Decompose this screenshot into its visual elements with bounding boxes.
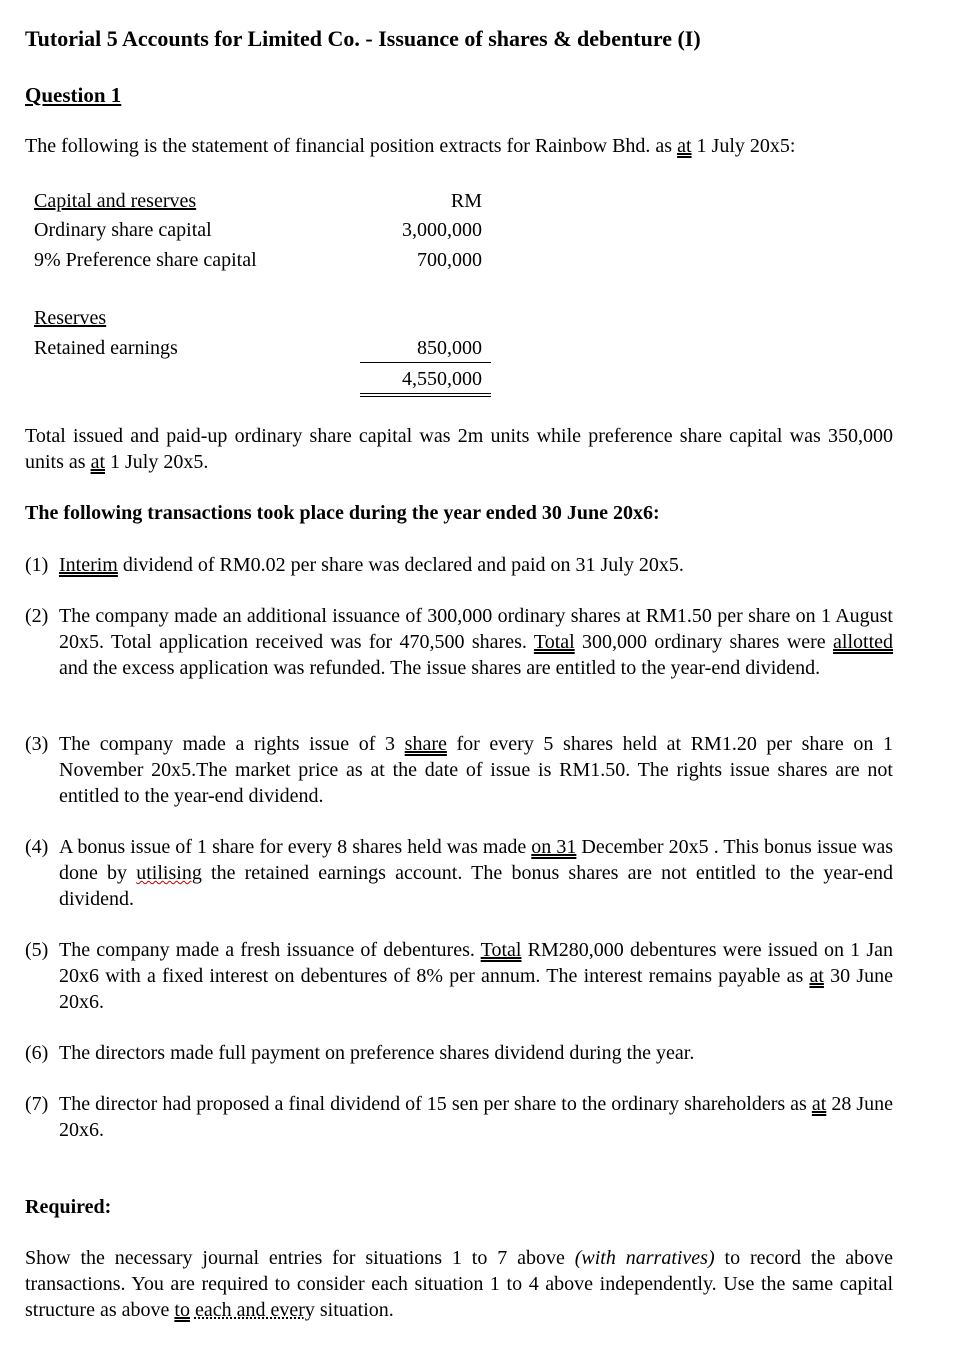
item-number: (5) (25, 939, 49, 961)
transaction-item-5 (25, 937, 893, 1015)
intro-paragraph: The following is the statement of financial position extracts for Rainbow Bhd. as at 1 July 20x5: (25, 135, 796, 157)
total-double-rule-top (360, 393, 491, 394)
item-text: The company made a rights issue of 3 share for every 5 shares held at RM1.20 per share on 1 November 20x5.The market price as at the date of issue is RM1.50. The rights issue shares are not entitled to the year-end dividend. (59, 733, 893, 807)
required-heading: Required: (25, 1196, 112, 1218)
item-text: The company made a fresh issuance of debentures. Total RM280,000 debentures were issued on 1 Jan 20x6 with a fixed interest on debentures of 8% per annum. The interest remains payable as at 30 June 20x6. (59, 939, 893, 1013)
item-number: (2) (25, 605, 49, 627)
preference-share-value: 700,000 (417, 249, 482, 271)
units-paragraph: Total issued and paid-up ordinary share capital was 2m units while preference share capital was 350,000 units as at 1 July 20x5. (25, 425, 893, 473)
item-text: Interim dividend of RM0.02 per share was declared and paid on 31 July 20x5. (59, 554, 684, 576)
retained-earnings-value: 850,000 (417, 337, 482, 359)
item-text: A bonus issue of 1 share for every 8 shares held was made on 31 December 20x5 . This bonus issue was done by utilising the retained earnings account. The bonus shares are not entitled to the year-end dividend. (59, 836, 894, 910)
transaction-item-4 (25, 834, 893, 912)
item-text: The directors made full payment on preference shares dividend during the year. (59, 1042, 695, 1064)
item-text: The company made an additional issuance of 300,000 ordinary shares at RM1.50 per share on 1 August 20x5. Total application received was for 470,500 shares. Total 300,000 ordinary shares were allotted and the excess application was refunded. The issue shares are entitled to the year-end dividend. (59, 605, 894, 679)
item-text: The director had proposed a final dividend of 15 sen per share to the ordinary shareholders as at 28 June 20x6. (59, 1093, 893, 1141)
required-paragraph: Show the necessary journal entries for situations 1 to 7 above (with narratives) to record the above transactions. You are required to consider each situation 1 to 4 above independently. Use the same capital structure as above to each and every situation. (25, 1247, 894, 1321)
transactions-heading: The following transactions took place during the year ended 30 June 20x6: (25, 502, 660, 524)
retained-earnings-label: Retained earnings (34, 337, 178, 359)
total-double-rule-bottom (360, 396, 491, 397)
preference-share-label: 9% Preference share capital (34, 249, 257, 271)
item-number: (7) (25, 1093, 49, 1115)
ordinary-share-value: 3,000,000 (402, 219, 482, 241)
subtotal-rule (360, 362, 491, 363)
reserves-heading: Reserves (34, 307, 107, 329)
capital-reserves-heading: Capital and reserves (34, 190, 197, 212)
item-number: (1) (25, 554, 49, 576)
question-heading: Question 1 (25, 83, 122, 107)
ordinary-share-label: Ordinary share capital (34, 219, 212, 241)
transaction-item-6 (25, 1040, 893, 1066)
item-number: (3) (25, 733, 49, 755)
total-value: 4,550,000 (402, 368, 482, 390)
transaction-item-1 (25, 552, 893, 578)
transaction-item-3 (25, 731, 893, 809)
item-number: (4) (25, 836, 49, 858)
currency-header: RM (450, 190, 482, 212)
page-title: Tutorial 5 Accounts for Limited Co. - Issuance of shares & debenture (I) (25, 26, 701, 51)
item-number: (6) (25, 1042, 49, 1064)
transaction-item-7 (25, 1091, 893, 1143)
transaction-item-2 (25, 603, 893, 681)
